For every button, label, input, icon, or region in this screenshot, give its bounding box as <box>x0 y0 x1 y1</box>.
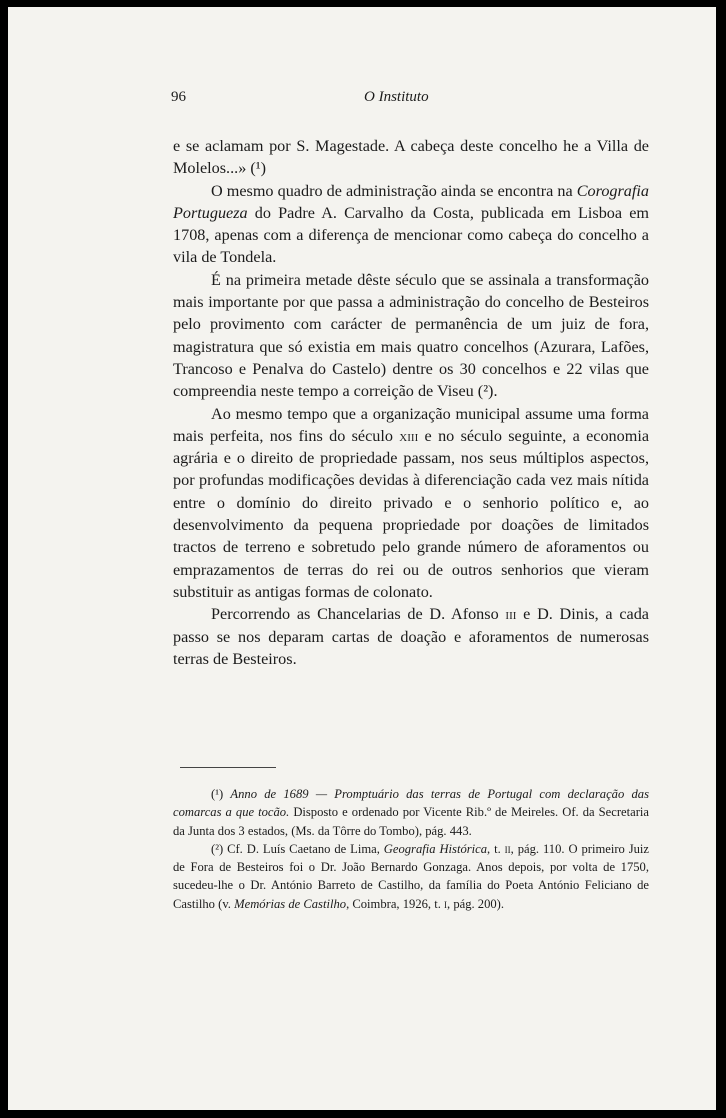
paragraph-4-text-a: Ao mesmo tempo que a organização municipal assume uma forma mais perfeita, nos fins do século <box>173 404 649 445</box>
footnote-1-title: Anno de 1689 — Promptuário das terras de Portugal com declaração das comarcas a que tocão. <box>173 787 649 820</box>
paragraph-5-text-a: Percorrendo as Chancelarias de D. Afonso <box>211 605 506 624</box>
footnote-1 <box>173 785 649 840</box>
century-numeral: xiii <box>399 426 419 445</box>
footnote-2-tome-numeral-2: i <box>444 896 448 911</box>
footnote-2-title-memorias: Memórias de Castilho <box>234 896 347 911</box>
page-number: 96 <box>171 89 186 105</box>
paragraph-2-text-a: O mesmo quadro de administração ainda se encontra na <box>211 181 577 200</box>
body-text <box>173 135 649 670</box>
footnote-1-marker: (¹) <box>211 787 231 801</box>
footnote-2-text-g: , Coimbra, 1926, t. <box>346 896 445 911</box>
footnote-2-tome-numeral: ii <box>504 841 511 856</box>
paragraph-4 <box>173 403 649 604</box>
footnote-2-title-geografia: Geografia Histórica <box>383 841 488 856</box>
footnotes <box>173 785 649 913</box>
paragraph-1: e se aclamam por S. Magestade. A cabeça deste concelho he a Villa de Molelos...» (¹) <box>173 137 649 178</box>
footnote-2-text-a: (²) Cf. D. Luís Caetano de Lima, <box>211 841 384 856</box>
footnote-1-text: Disposto e ordenado por Vicente Rib.º de Meireles. Of. da Secretaria da Junta dos 3 estados, (Ms. da Tôrre do Tombo), pág. 443. <box>173 805 649 838</box>
footnote-2-text-e: , pág. 110. O primeiro Juiz de Fora de Besteiros foi o Dr. João Bernardo Gonzaga. Anos depois, por volta de 1750, sucedeu-lhe o Dr. António Barreto de Castilho, da família do Poeta António Feliciano de Castilho (v. <box>173 841 650 911</box>
footnote-2-text-c: , t. <box>487 841 505 856</box>
paragraph-2-text-c: do Padre A. Carvalho da Costa, publicada em Lisboa em 1708, apenas com a diferença de mencionar como cabeça do concelho a vila de Tondela. <box>173 203 649 267</box>
footnote-divider <box>180 767 276 768</box>
running-title: O Instituto <box>364 89 429 105</box>
paragraph-5-text-c: e D. Dinis, a cada passo se nos deparam cartas de doação e aforamentos de numerosas terras de Besteiros. <box>173 605 649 668</box>
paragraph-2 <box>173 180 649 269</box>
book-page <box>8 7 716 1110</box>
paragraph-5 <box>173 603 649 670</box>
paragraph-3: É na primeira metade dêste século que se assinala a transformação mais importante por que passa a administração do concelho de Besteiros pelo provimento com carácter de permanência de um juiz de fora, magistratura que só existia em mais quatro concelhos (Azurara, Lafões, Trancoso e Penalva do Castelo) dentre os 30 concelhos e 22 vilas que compreendia neste tempo a correição de Viseu (²). <box>173 270 649 401</box>
book-title-corografia: Corografia Portugueza <box>173 181 649 222</box>
paragraph-4-text-c: e no século seguinte, a economia agrária e o direito de propriedade passam, nos seus múltiplos aspectos, por profundas modificações devidas à diferenciação cada vez mais nítida entre o domínio do direito privado e o senhorio político e, ao desenvolvimento da pequena propriedade por doações de limitados tractos de terreno e sobretudo pelo grande número de aforamentos ou emprazamentos de terras do rei ou de outros senhorios que vieram substituir as antigas formas de colonato. <box>173 426 649 601</box>
page-header <box>8 89 716 111</box>
footnote-2 <box>173 840 649 913</box>
footnote-2-text-i: , pág. 200). <box>447 896 505 911</box>
king-numeral: iii <box>505 605 517 624</box>
